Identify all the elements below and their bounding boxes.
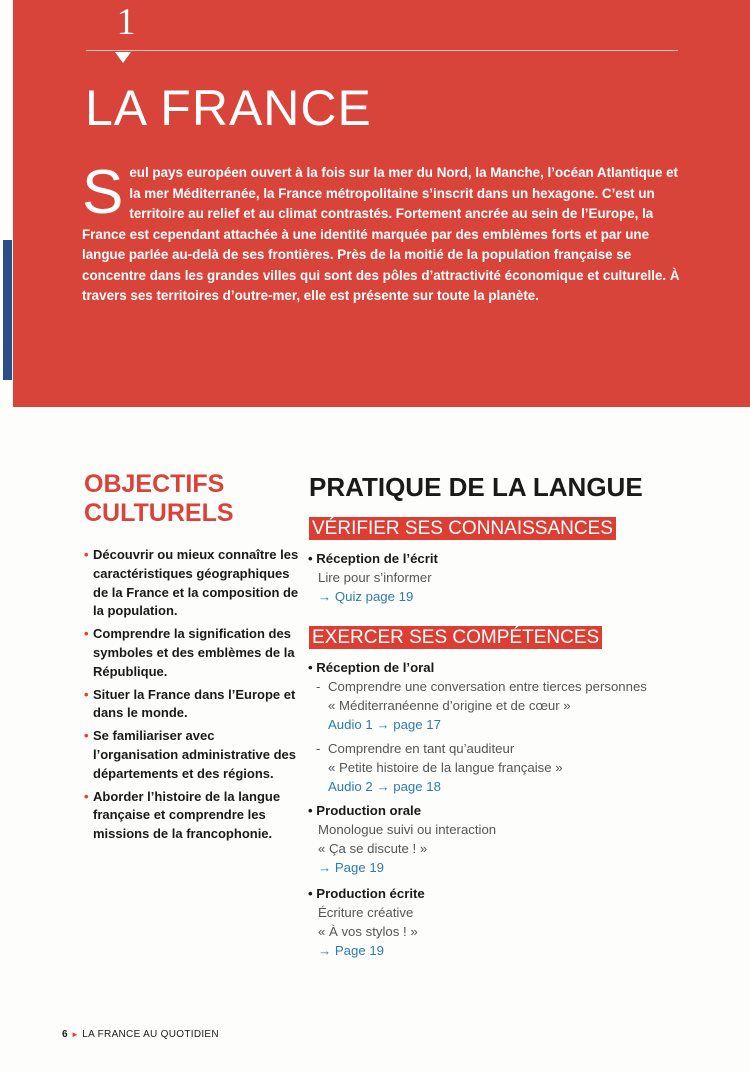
dash-marker: -	[316, 741, 321, 756]
objectifs-title: OBJECTIFS CULTURELS	[84, 470, 234, 527]
production-ecrite-item	[308, 884, 688, 960]
verifier-item	[308, 549, 688, 606]
oral-sub-1-line2: « Méditerranéenne d’origine et de cœur »	[328, 698, 571, 713]
oral-sub-2	[308, 739, 688, 796]
objectif-item: • Aborder l’histoire de la langue française et comprendre les missions de la francophonie.	[84, 788, 299, 844]
chapter-rule	[86, 50, 678, 51]
dash-marker: -	[316, 679, 321, 694]
exercer-heading: EXERCER SES COMPÉTENCES	[309, 626, 602, 649]
audio-2-link[interactable]: Audio 2 → page 18	[328, 779, 441, 794]
audio-1-link[interactable]: Audio 1 → page 17	[328, 717, 441, 732]
reception-ecrit-text: Lire pour s’informer	[318, 570, 432, 585]
pratique-title: PRATIQUE DE LA LANGUE	[309, 472, 643, 502]
objectif-item: • Découvrir ou mieux connaître les caractéristiques géographiques de la France et la composition de la population.	[84, 546, 299, 621]
production-orale-line2: « Ça se discute ! »	[318, 841, 428, 856]
production-orale-line1: Monologue suivi ou interaction	[318, 822, 497, 837]
production-orale-link[interactable]: → Page 19	[318, 860, 384, 875]
oral-sub-1-line1: Comprendre une conversation entre tierces personnes	[328, 679, 647, 694]
oral-sub-1	[308, 677, 688, 734]
reception-oral-item	[308, 658, 688, 796]
page-number: 6	[62, 1029, 68, 1040]
objectif-item: • Comprendre la signification des symboles et des emblèmes de la République.	[84, 625, 299, 681]
side-color-bar	[3, 240, 12, 380]
chapter-title: LA FRANCE	[85, 80, 372, 136]
objectif-item: • Situer la France dans l’Europe et dans le monde.	[84, 686, 299, 724]
intro-paragraph	[82, 158, 682, 307]
production-ecrite-line1: Écriture créative	[318, 905, 414, 920]
production-orale-title: • Production orale	[308, 803, 422, 818]
objectifs-list	[84, 546, 299, 848]
production-ecrite-title: • Production écrite	[308, 886, 425, 901]
production-orale-item	[308, 801, 688, 877]
production-ecrite-line2: « À vos stylos ! »	[318, 924, 418, 939]
oral-sub-2-line1: Comprendre en tant qu’auditeur	[328, 741, 515, 756]
reception-ecrit-title: • Réception de l’écrit	[308, 551, 438, 566]
intro-dropcap: S	[82, 158, 124, 227]
chapter-number: 1	[116, 1, 136, 43]
chapter-down-arrow-icon	[115, 52, 131, 63]
footer-triangle-icon: ►	[70, 1030, 80, 1039]
reception-oral-title: • Réception de l’oral	[308, 660, 435, 675]
objectif-item: • Se familiariser avec l’organisation administrative des départements et des régions.	[84, 727, 299, 783]
quiz-link[interactable]: → Quiz page 19	[318, 589, 414, 604]
production-ecrite-link[interactable]: → Page 19	[318, 943, 384, 958]
footer-title: LA FRANCE AU QUOTIDIEN	[82, 1029, 219, 1040]
oral-sub-2-line2: « Petite histoire de la langue française »	[328, 760, 563, 775]
page-footer	[62, 1029, 219, 1040]
verifier-heading: VÉRIFIER SES CONNAISSANCES	[309, 517, 616, 540]
intro-text: eul pays européen ouvert à la fois sur la mer du Nord, la Manche, l’océan Atlantique et la mer Méditerranée, la France métropolitaine s’inscrit dans un hexagone. C’est un territoire au relief et au climat contrastés. Fortement ancrée au sein de l’Europe, la France est cependant attachée à une identité marquée par des emblèmes forts et par une langue parlée au-delà de ses frontières. Près de la moitié de la population française se concentre dans les grandes villes qui sont des pôles d’attractivité économique et culturelle. À travers ses territoires d’outre-mer, elle est présente sur toute la planète.	[82, 165, 680, 303]
